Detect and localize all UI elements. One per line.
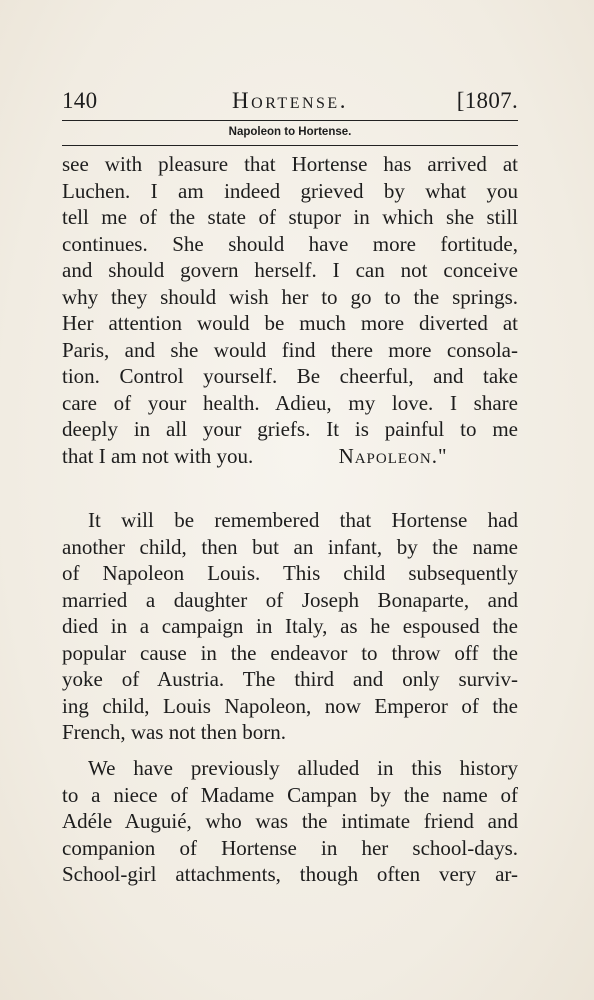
text-line: ing child, Louis Napoleon, now Emperor of the <box>62 693 518 718</box>
text-line: French, was not then born. <box>62 720 286 744</box>
header-rule-bottom <box>62 145 518 146</box>
text-line: another child, then but an infant, by the name <box>62 534 518 559</box>
text-line: Her attention would be much more diverted at <box>62 311 518 335</box>
text-line: continues. She should have more fortitude, <box>62 231 518 256</box>
text-line: popular cause in the endeavor to throw off the <box>62 640 518 665</box>
text-line: Paris, and she would find there more consola- <box>62 337 518 362</box>
text-line: that I am not with you. <box>62 443 254 468</box>
text-line: of Napoleon Louis. This child subsequently <box>62 561 518 585</box>
text-line: It will be remembered that Hortense had <box>88 508 518 532</box>
running-head <box>62 86 518 116</box>
paragraph-adele-auguie <box>62 755 518 888</box>
text-line: tell me of the state of stupor in which she still <box>62 205 518 229</box>
year-marker: [1807. <box>456 88 518 113</box>
text-line: School-girl attachments, though often very ar- <box>62 862 518 886</box>
page-number: 140 <box>62 88 98 113</box>
text-line: died in a campaign in Italy, as he espoused the <box>62 614 518 638</box>
text-line: and should govern herself. I can not conceive <box>62 258 518 282</box>
text-line: care of your health. Adieu, my love. I share <box>62 390 518 415</box>
paragraph-letter <box>62 151 518 469</box>
text-line: We have previously alluded in this history <box>88 756 518 780</box>
text-line: Luchen. I am indeed grieved by what you <box>62 178 518 203</box>
text-line: tion. Control yourself. Be cheerful, and take <box>62 364 518 388</box>
signature-line <box>62 443 518 470</box>
text-line: to a niece of Madame Campan by the name of <box>62 782 518 807</box>
section-label: Napoleon to Hortense. <box>228 126 352 138</box>
text-line: why they should wish her to go to the springs. <box>62 284 518 309</box>
text-line: Adéle Auguié, who was the intimate friend and <box>62 809 518 833</box>
text-line: see with pleasure that Hortense has arrived at <box>62 152 518 176</box>
text-line: yoke of Austria. The third and only surviv- <box>62 667 518 691</box>
text-line: deeply in all your griefs. It is painful to me <box>62 417 518 441</box>
chapter-title: Hortense. <box>232 88 348 113</box>
letter-signature: Napoleon." <box>338 443 448 468</box>
header-rule-top <box>62 120 518 121</box>
paragraph-napoleon-louis <box>62 507 518 746</box>
text-line: married a daughter of Joseph Bonaparte, and <box>62 587 518 612</box>
text-line: companion of Hortense in her school-days. <box>62 835 518 860</box>
